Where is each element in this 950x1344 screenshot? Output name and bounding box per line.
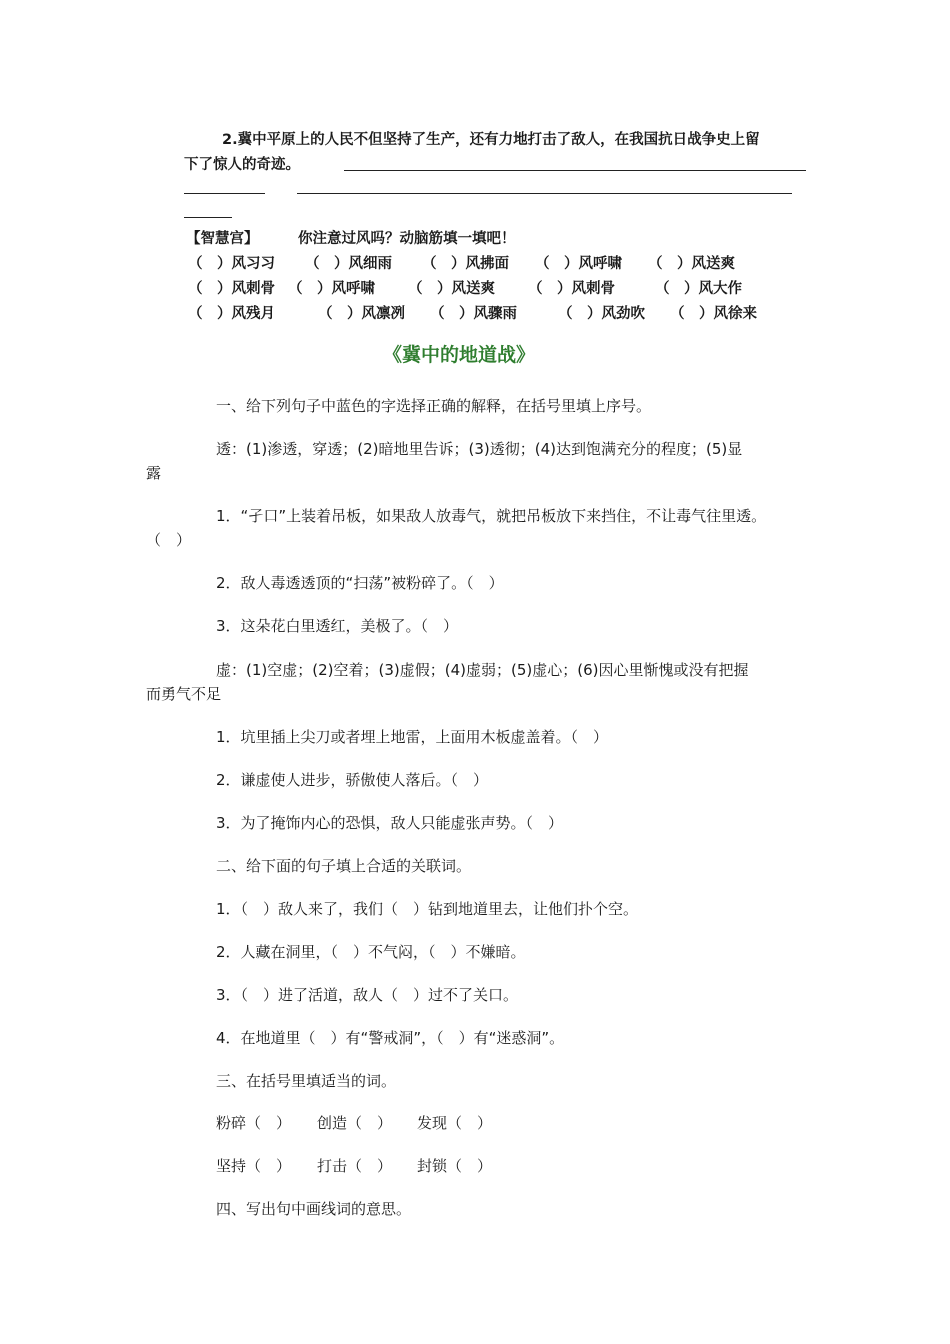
- answer-blank-line: [184, 193, 265, 194]
- wind-item: （ ）风刺骨: [528, 281, 615, 297]
- fill-word: 发现（ ）: [417, 1114, 493, 1132]
- conjunction-question-2: 2．人藏在洞里，（ ）不气闷，（ ）不嫌暗。: [216, 943, 526, 961]
- conjunction-question-3: 3．（ ）进了活道，敌人（ ）过不了关口。: [216, 986, 519, 1004]
- xu-definitions-cont: 而勇气不足: [146, 685, 222, 703]
- wind-item: （ ）风刺骨: [188, 281, 275, 297]
- tou-definitions-cont: 露: [146, 464, 162, 482]
- fill-word: 坚持（ ）: [216, 1157, 292, 1175]
- wisdom-prompt: 你注意过风吗？动脑筋填一填吧！: [298, 231, 516, 247]
- answer-blank-line: [297, 193, 792, 194]
- wind-item: （ ）风凛冽: [318, 306, 405, 322]
- wind-item: （ ）风送爽: [408, 281, 495, 297]
- section-3-heading: 三、在括号里填适当的词。: [216, 1072, 397, 1090]
- wind-item: （ ）风细雨: [305, 256, 392, 272]
- tou-question-1: 1．“孑口”上装着吊板，如果敌人放毒气，就把吊板放下来挡住，不让毒气往里透。: [216, 507, 767, 525]
- xu-question-3: 3．为了掩饰内心的恐惧，敌人只能虚张声势。（ ）: [216, 814, 564, 832]
- tou-question-1-blank: （ ）: [146, 531, 192, 549]
- xu-definitions: 虚：(1)空虚；(2)空着；(3)虚假；(4)虚弱；(5)虚心；(6)因心里惭愧或没有把握: [216, 661, 749, 679]
- fill-word: 封锁（ ）: [417, 1157, 493, 1175]
- wind-item: （ ）风残月: [188, 306, 275, 322]
- xu-question-2: 2．谦虚使人进步，骄傲使人落后。（ ）: [216, 771, 489, 789]
- answer-blank-line: [344, 170, 806, 171]
- section-2-heading: 二、给下面的句子填上合适的关联词。: [216, 857, 472, 875]
- wind-item: （ ）风劲吹: [558, 306, 645, 322]
- wind-item: （ ）风拂面: [422, 256, 509, 272]
- xu-question-1: 1．坑里插上尖刀或者埋上地雷，上面用木板虚盖着。（ ）: [216, 728, 609, 746]
- section-1-heading: 一、给下列句子中蓝色的字选择正确的解释，在括号里填上序号。: [216, 397, 652, 415]
- wind-item: （ ）风送爽: [648, 256, 735, 272]
- wind-item: （ ）风习习: [188, 256, 275, 272]
- fill-word: 打击（ ）: [317, 1157, 393, 1175]
- section-4-heading: 四、写出句中画线词的意思。: [216, 1200, 412, 1218]
- question-2-line-1: 2.冀中平原上的人民不但坚持了生产，还有力地打击了敌人，在我国抗日战争史上留: [222, 132, 760, 148]
- wind-item: （ ）风呼啸: [535, 256, 622, 272]
- tou-question-2: 2．敌人毒透透顶的“扫荡”被粉碎了。（ ）: [216, 574, 504, 592]
- tou-definitions: 透：(1)渗透，穿透；(2)暗地里告诉；(3)透彻；(4)达到饱满充分的程度；(5)显: [216, 440, 743, 458]
- wind-item: （ ）风骤雨: [430, 306, 517, 322]
- question-2-line-2: 下了惊人的奇迹。: [184, 157, 300, 173]
- wind-item: （ ）风徐来: [670, 306, 757, 322]
- fill-word: 粉碎（ ）: [216, 1114, 292, 1132]
- tou-question-3: 3．这朵花白里透红，美极了。（ ）: [216, 617, 459, 635]
- wind-item: （ ）风大作: [655, 281, 742, 297]
- conjunction-question-1: 1．（ ）敌人来了，我们（ ）钻到地道里去，让他们扑个空。: [216, 900, 639, 918]
- wind-item: （ ）风呼啸: [288, 281, 375, 297]
- answer-blank-line: [184, 217, 232, 218]
- article-title: 《冀中的地道战》: [383, 344, 536, 366]
- fill-word: 创造（ ）: [317, 1114, 393, 1132]
- wisdom-header: 【智慧宫】: [186, 231, 259, 247]
- conjunction-question-4: 4．在地道里（ ）有“警戒洞”，（ ）有“迷惑洞”。: [216, 1029, 565, 1047]
